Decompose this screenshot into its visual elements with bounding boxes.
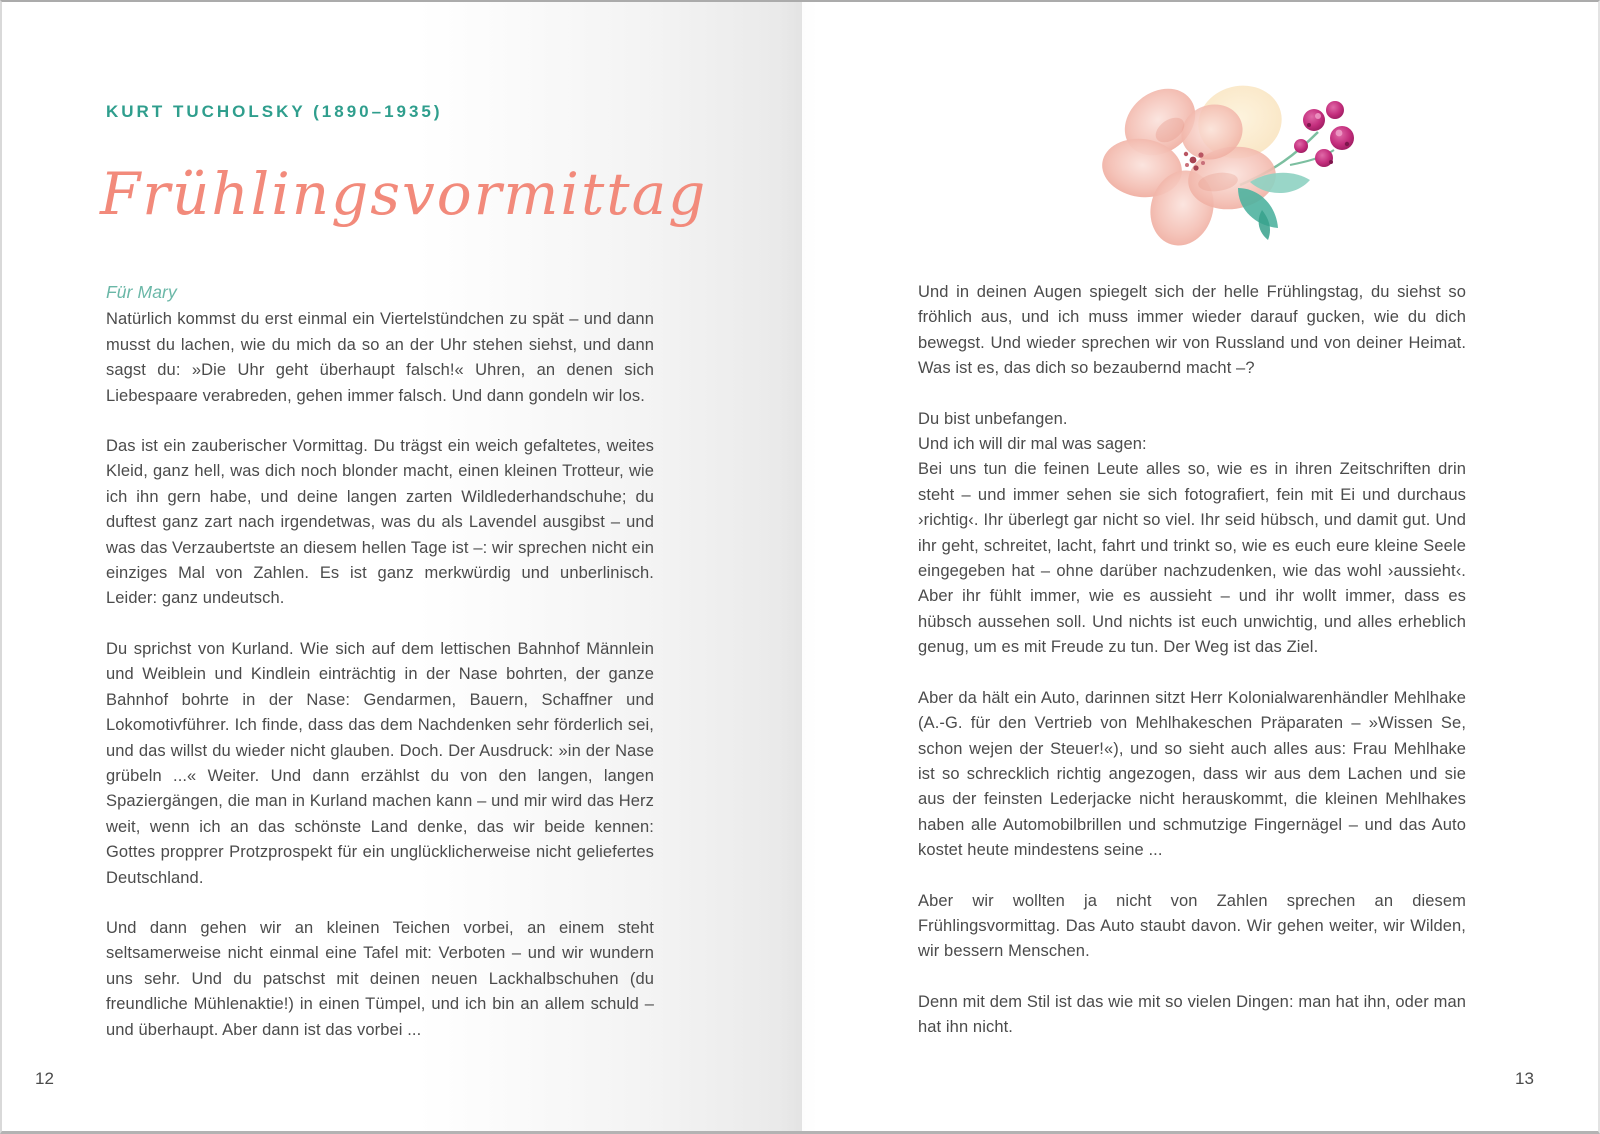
paragraph: Natürlich kommst du erst einmal ein Viertelstündchen zu spät – und dann musst du lachen, wie du mich da so an der Uhr stehen siehst, und dann sagst du: »Die Uhr geht überhaupt falsch!« Uhren, an denen sich Liebespaare verabreden, gehen immer falsch. Und dann gondeln wir los. [106,310,654,405]
dedication: Für Mary [106,282,177,302]
berry-cluster [1294,101,1354,167]
paragraph: Und in deinen Augen spiegelt sich der helle Frühlingstag, du siehst so fröhlich aus, und ich muss immer wieder darauf gucken, wie du dich bewegst. Und wieder sprechen wir von Russland und von deiner Heimat. Was ist es, das dich so bezaubernd macht –? [918,283,1466,378]
paragraph: Du sprichst von Kurland. Wie sich auf dem lettischen Bahnhof Männlein und Weiblein und Kindlein einträchtig in der Nase bohrten, der ganze Bahnhof bohrte in der Nase: Gendarmen, Bauern, Schaffner und Lokomotivführer. Ich finde, dass das dem Nachdenken sehr förderlich sei, und das willst du wieder nicht glauben. Doch. Der Ausdruck: »in der Nase grübeln ...« Weiter. Und dann erzählst du von den langen, langen Spaziergängen, die man in Kurland machen kann – und mir wird das Herz weit, wenn ich an das schönste Land denke, das wir beide kennen: Gottes propprer Protzprospekt für ein unglücklicherweise nicht geliefertes Deutschland. [106,639,654,887]
paragraph: Und ich will dir mal was sagen: [918,435,1147,454]
chapter-title: Frühlingsvormittag [100,160,708,228]
watercolor-flower-illustration [1090,70,1366,246]
right-text-column [918,280,1466,1041]
paragraph: Aber da hält ein Auto, darinnen sitzt Herr Kolonialwarenhändler Mehlhake (A.-G. für den Vertrieb von Mehlhakeschen Präparaten – »Wissen Se, schon wejen der Steuer!«), und so sieht auch alles aus: Frau Mehlhake ist so schrecklich richtig angezogen, dass wir aus dem Lachen und sie aus der feinsten Lederjacke nicht herauskommt, die kleinen Mehlhakes haben alle Automobilbrillen und schmutzige Fingernägel – und das Auto kostet heute mindestens seine ... [918,688,1466,860]
paragraph: Das ist ein zauberischer Vormittag. Du trägst ein weich gefaltetes, weites Kleid, ganz hell, was dich noch blonder macht, einen kleinen Trotteur, wie ich ihn gern habe, und deine langen zarten Wildlederhandschuhe; du duftest ganz zart nach irgendetwas, was du als Lavendel ausgibst – und was das Verzaubertste an diesem hellen Tage ist –: wir sprechen nicht ein einziges Mal von Zahlen. Es ist ganz merkwürdig und unberlinisch. Leider: ganz undeutsch. [106,437,654,608]
paragraph: Bei uns tun die feinen Leute alles so, wie es in ihren Zeitschriften drin steht – und immer sehen sie sich fotografiert, fein mit Ei und durchaus ›richtig‹. Ihr überlegt gar nicht so viel. Ihr seid hübsch, und damit gut. Und ihr geht, schreitet, lacht, fahrt und trinkt so, wie es euch eure kleine Seele eingegeben hat – ohne darüber nachzudenken, wie das wohl ›aussieht‹. Aber ihr fühlt immer, wie es aussieht – und ihr wollt immer, dass es hübsch aussehen soll. Und nichts ist euch unwichtig, und alles erheblich genug, um es mit Freude zu tun. Der Weg ist das Ziel. [918,460,1466,657]
author-heading: KURT TUCHOLSKY (1890–1935) [106,102,443,121]
left-text-column [106,280,654,1043]
page-number-right: 13 [1515,1069,1534,1088]
leaf [1238,188,1278,228]
paragraph: Denn mit dem Stil ist das wie mit so vielen Dingen: man hat ihn, oder man hat ihn nicht. [918,992,1466,1037]
paragraph: Aber wir wollten ja nicht von Zahlen sprechen an diesem Frühlingsvormittag. Das Auto staubt davon. Wir gehen weiter, wir Wilden, wir bessern Menschen. [918,891,1466,961]
paragraph: Du bist unbefangen. [918,409,1068,428]
paragraph: Und dann gehen wir an kleinen Teichen vorbei, an einem steht seltsamerweise nicht einmal eine Tafel mit: Verboten – und wir wundern uns sehr. Und du patschst mit deinen neuen Lackhalbschuhen (du freundliche Mühlenaktie!) in einen Tümpel, und ich bin an allem schuld – und überhaupt. Aber dann ist das vorbei ... [106,918,654,1039]
page-number-left: 12 [35,1069,54,1088]
